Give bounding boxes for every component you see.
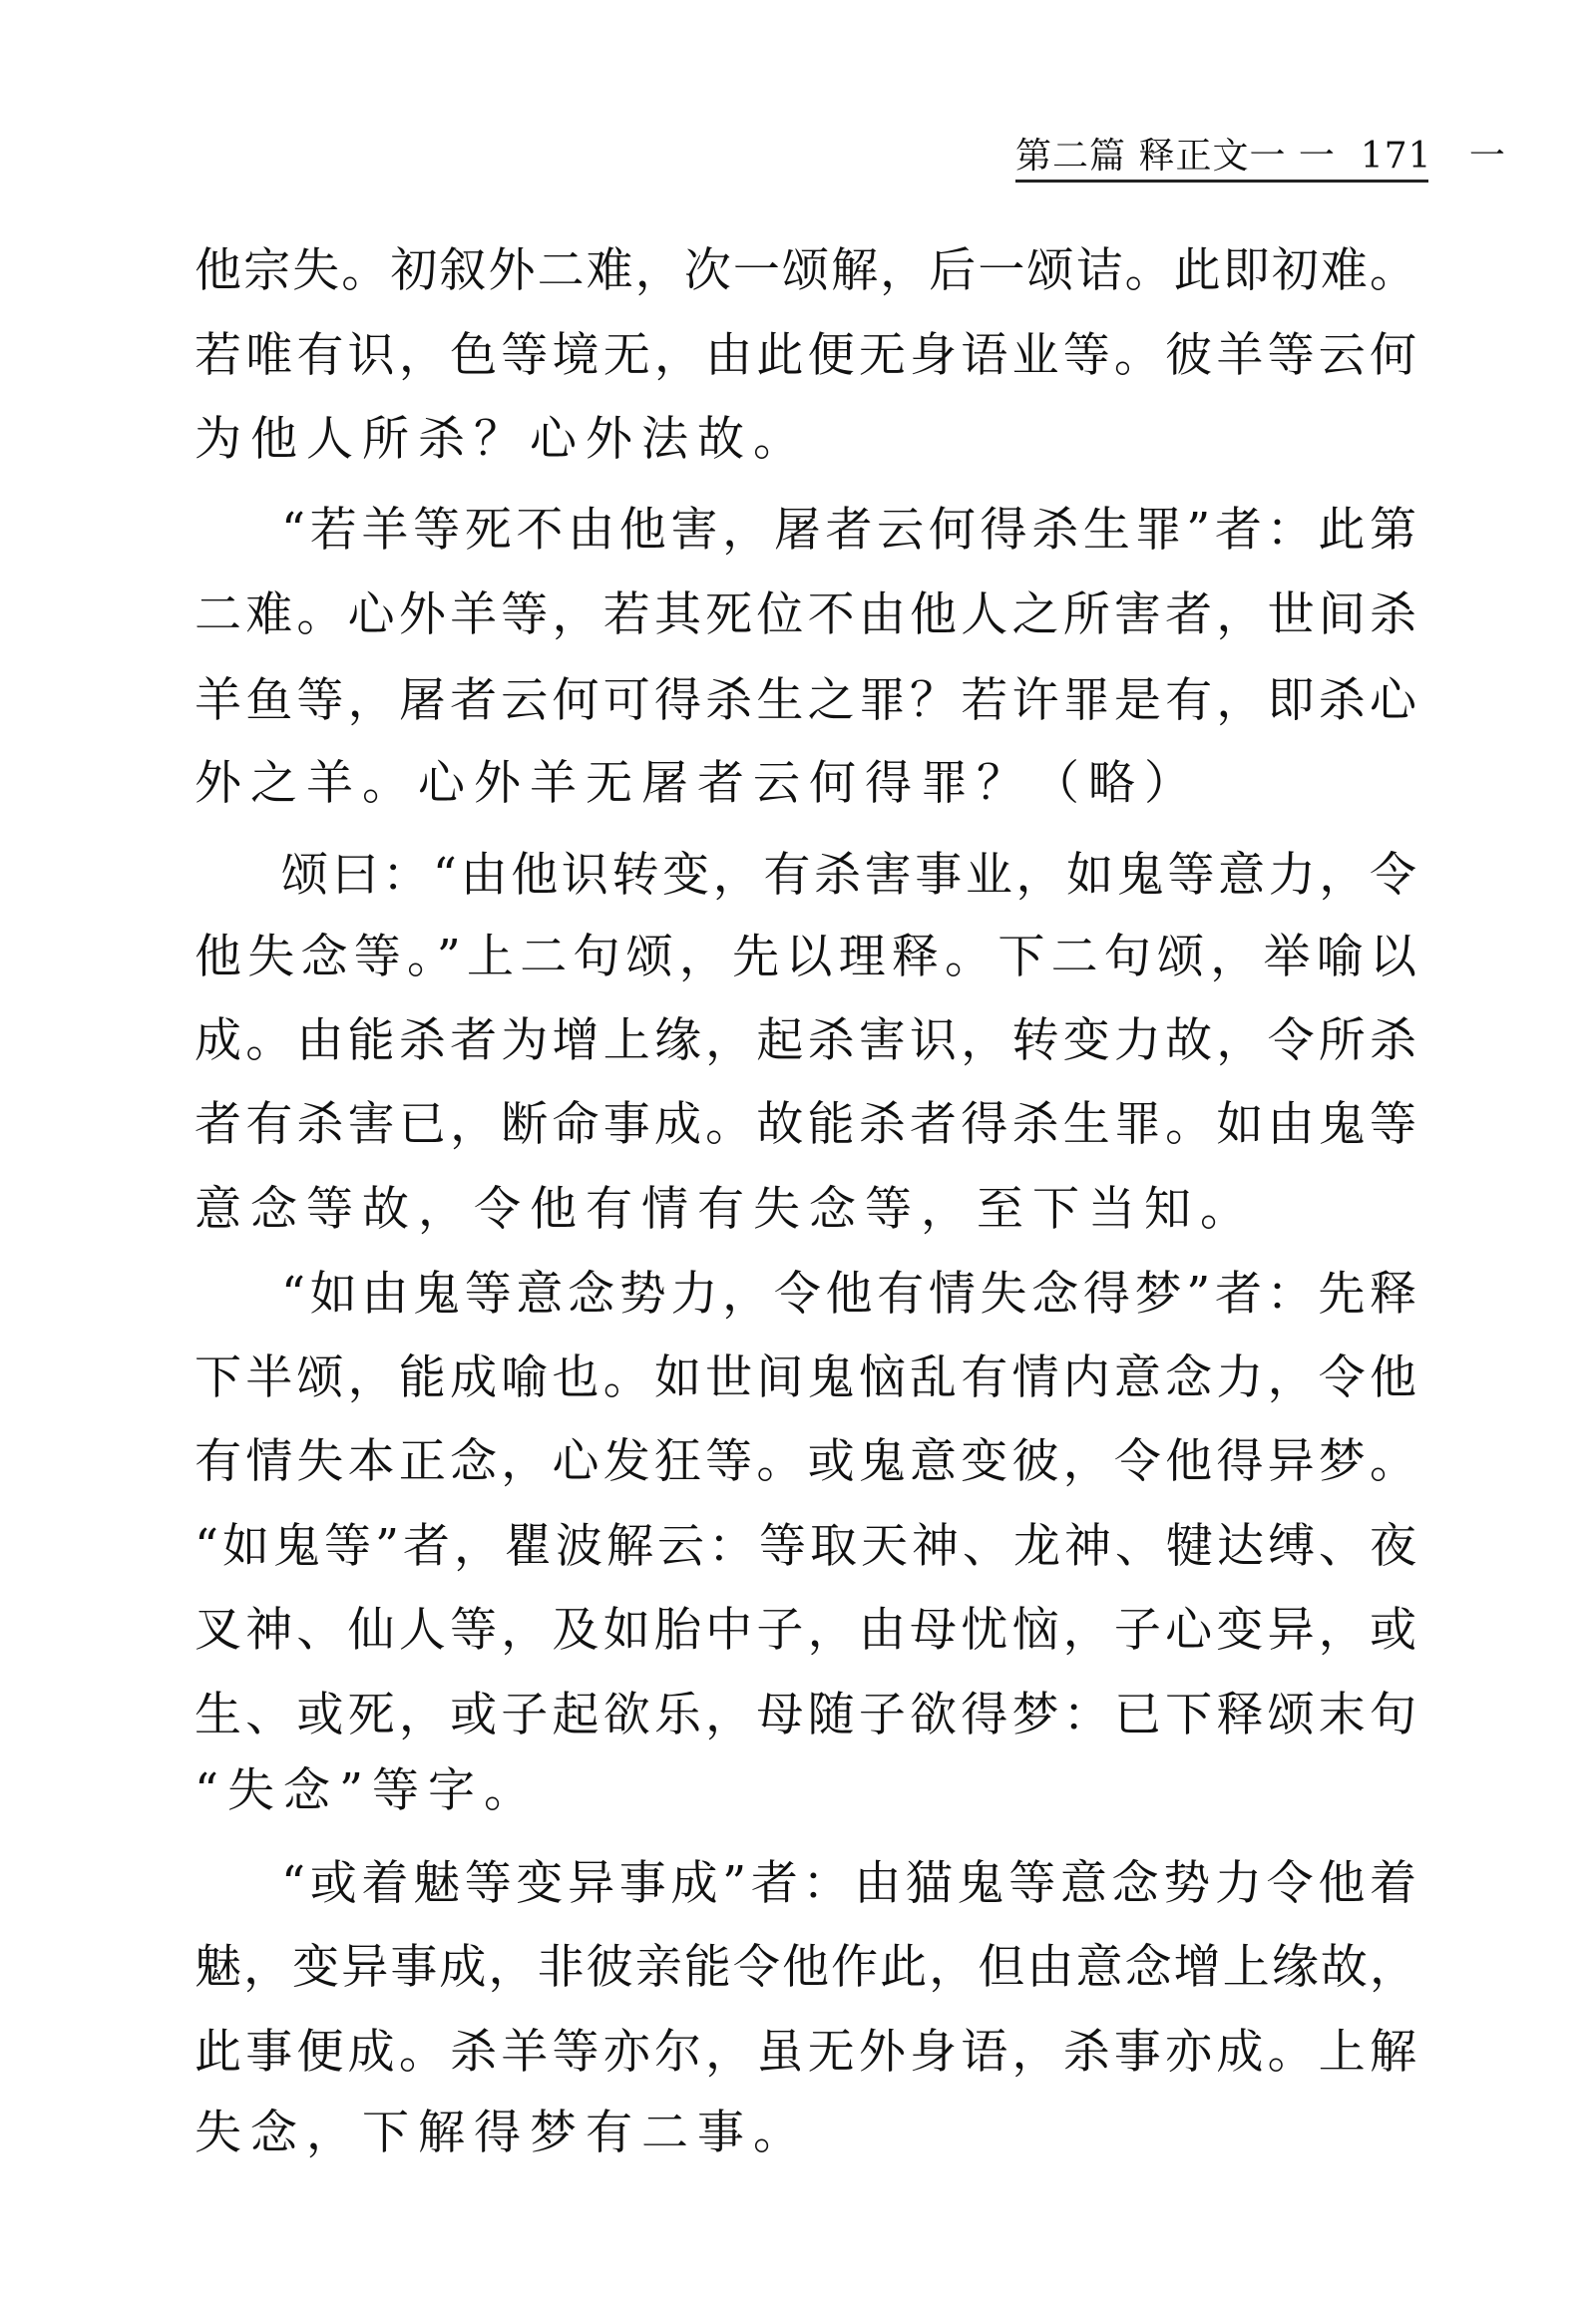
header-rule (1015, 180, 1428, 183)
text-line: 下半颂，能成喻也。如世间鬼恼乱有情内意念力，令他 (195, 1350, 1416, 1405)
text-line: 叉神、仙人等，及如胎中子，由母忧恼，子心变异，或 (195, 1603, 1416, 1658)
header-dash: 一 (1468, 136, 1506, 177)
text-line: 若唯有识，色等境无，由此便无身语业等。彼羊等云何 (195, 328, 1416, 383)
text-line: 成。由能杀者为增上缘，起杀害识，转变力故，令所杀 (195, 1013, 1416, 1068)
page-number: 171 (1360, 136, 1432, 177)
text-line: 魅，变异事成，非彼亲能令他作此，但由意念增上缘故， (195, 1940, 1416, 1995)
text-line: 意念等故，令他有情有失念等，至下当知。 (195, 1182, 1256, 1237)
text-line: “若羊等死不由他害，屠者云何得杀生罪”者：此第 (281, 503, 1416, 558)
text-line: 他失念等。”上二句颂，先以理释。下二句颂，举喻以 (195, 930, 1416, 984)
running-header (1015, 128, 1506, 179)
text-line: 为他人所杀？心外法故。 (195, 412, 809, 467)
text-line: 有情失本正念，心发狂等。或鬼意变彼，令他得异梦。 (195, 1434, 1416, 1489)
text-line: “失念”等字。 (195, 1763, 541, 1818)
text-line: 二难。心外羊等，若其死位不由他人之所害者，世间杀 (195, 587, 1416, 642)
text-line: 者有杀害已，断命事成。故能杀者得杀生罪。如由鬼等 (195, 1097, 1416, 1152)
text-line: 外之羊。心外羊无屠者云何得罪？（略） (195, 756, 1200, 811)
text-line: 失念，下解得梦有二事。 (195, 2106, 809, 2160)
header-dash: 一 (1298, 136, 1336, 177)
text-line: “或着魅等变异事成”者：由猫鬼等意念势力令他着 (281, 1856, 1416, 1911)
section-title: 第二篇 释正文一 (1015, 136, 1287, 177)
text-line: 生、或死，或子起欲乐，母随子欲得梦：已下释颂末句 (195, 1688, 1416, 1742)
text-line: 颂曰：“由他识转变，有杀害事业，如鬼等意力，令 (281, 848, 1416, 903)
text-line: “如鬼等”者，瞿波解云：等取天神、龙神、犍达缚、夜 (195, 1519, 1416, 1574)
text-line: “如由鬼等意念势力，令他有情失念得梦”者：先释 (281, 1267, 1416, 1322)
text-line: 他宗失。初叙外二难，次一颂解，后一颂诘。此即初难。 (195, 243, 1416, 298)
text-line: 此事便成。杀羊等亦尔，虽无外身语，杀事亦成。上解 (195, 2025, 1416, 2080)
text-line: 羊鱼等，屠者云何可得杀生之罪？若许罪是有，即杀心 (195, 673, 1416, 728)
